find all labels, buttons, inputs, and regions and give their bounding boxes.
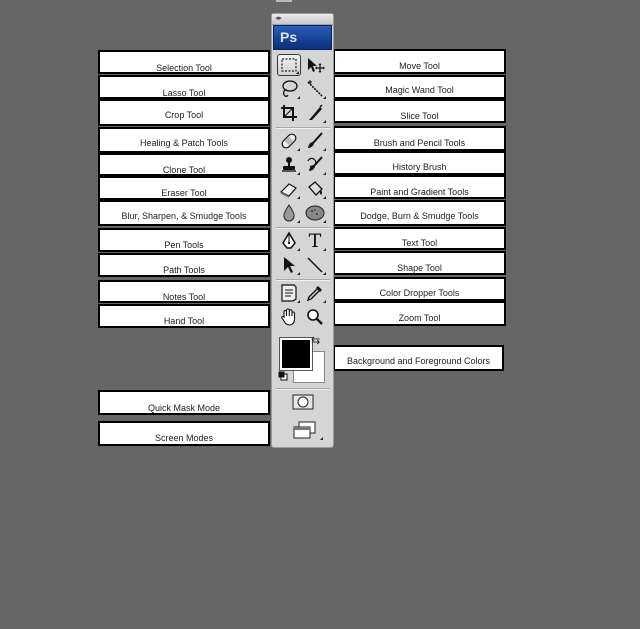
hand-tool-button[interactable]	[277, 306, 301, 328]
slice-tool-button[interactable]	[303, 102, 327, 124]
path-arrow-icon	[279, 255, 299, 275]
color-dropper-tools-label	[333, 277, 506, 301]
panel-title-bar[interactable]	[272, 14, 333, 25]
label-text: Quick Mask Mode	[147, 403, 221, 413]
screen-modes-label	[98, 421, 270, 446]
foreground-color-swatch[interactable]	[280, 338, 312, 370]
label-text: Notes Tool	[162, 292, 206, 302]
history-brush-tool-button[interactable]	[303, 154, 327, 176]
magic-wand-tool-label	[333, 75, 506, 99]
label-text: Move Tool	[399, 61, 440, 71]
crop-tool-label	[98, 99, 270, 126]
stamp-icon	[279, 155, 299, 175]
label-text: Clone Tool	[162, 165, 206, 175]
shape-tool-label	[333, 251, 506, 275]
pen-tool-button[interactable]	[277, 230, 301, 252]
move-icon	[305, 56, 325, 74]
logo-text: Ps	[280, 29, 298, 45]
label-text: Selection Tool	[156, 63, 212, 73]
magic-wand-icon	[305, 79, 325, 99]
type-tool-button[interactable]	[303, 230, 327, 252]
crop-icon	[280, 104, 298, 122]
lasso-tool-button[interactable]	[277, 78, 301, 100]
separator	[276, 227, 330, 229]
label-text: History Brush	[392, 162, 447, 172]
lasso-icon	[279, 79, 299, 99]
hand-icon	[279, 307, 299, 327]
collapse-arrows-icon[interactable]: ◂▸	[275, 15, 283, 22]
separator	[276, 127, 330, 129]
label-text: Lasso Tool	[162, 88, 206, 98]
eraser-icon	[279, 179, 299, 199]
brush-tool-button[interactable]	[303, 130, 327, 152]
eraser-tool-label	[98, 176, 270, 200]
window-top-nub	[276, 0, 292, 2]
hand-tool-label	[98, 304, 270, 328]
label-text: Slice Tool	[400, 111, 439, 121]
pen-nib-icon	[279, 231, 299, 251]
label-text: Color Dropper Tools	[379, 288, 460, 298]
selection-tool-label	[98, 50, 270, 74]
swap-colors-icon[interactable]: ⇆	[311, 335, 321, 347]
eyedropper-tool-button[interactable]	[303, 282, 327, 304]
healing-patch-tools-label	[98, 127, 270, 153]
magnifier-icon	[305, 307, 325, 327]
line-shape-icon	[305, 255, 325, 275]
eraser-tool-button[interactable]	[277, 178, 301, 200]
quick-mask-mode-label	[98, 390, 270, 415]
notes-tool-button[interactable]	[277, 282, 301, 304]
label-text: Text Tool	[401, 238, 438, 248]
zoom-tool-button[interactable]	[303, 306, 327, 328]
paint-bucket-tool-button[interactable]	[303, 178, 327, 200]
label-text: Eraser Tool	[161, 188, 207, 198]
slice-tool-label	[333, 99, 506, 123]
notes-tool-label	[98, 280, 270, 303]
label-text: Pen Tools	[164, 240, 204, 250]
move-tool-label	[333, 49, 506, 74]
bandage-icon	[279, 131, 299, 151]
label-text: Hand Tool	[163, 316, 205, 326]
clone-tool-label	[98, 153, 270, 176]
marquee-icon	[281, 58, 297, 72]
move-tool-button[interactable]	[303, 54, 327, 76]
label-text: Healing & Patch Tools	[140, 138, 228, 148]
label-text: Path Tools	[163, 265, 205, 275]
history-brush-icon	[305, 155, 325, 175]
label-text: Shape Tool	[397, 263, 442, 273]
screen-mode-button[interactable]	[289, 419, 321, 441]
path-tools-label	[98, 253, 270, 277]
healing-brush-tool-button[interactable]	[277, 130, 301, 152]
separator	[276, 388, 330, 390]
text-t-icon: T	[308, 230, 322, 252]
paint-gradient-tools-label	[333, 175, 506, 199]
text-tool-label	[333, 227, 506, 250]
label-text: Blur, Sharpen, & Smudge Tools	[121, 211, 247, 221]
label-text: Magic Wand Tool	[385, 85, 454, 95]
pen-tools-label	[98, 228, 270, 252]
blur-tool-button[interactable]	[277, 202, 301, 224]
quick-mask-icon	[292, 393, 314, 411]
paint-bucket-icon	[305, 179, 325, 199]
bg-fg-colors-label	[333, 345, 504, 371]
label-text: Zoom Tool	[398, 313, 441, 323]
shape-tool-button[interactable]	[303, 254, 327, 276]
label-text: Crop Tool	[164, 110, 204, 120]
label-text: Screen Modes	[154, 433, 214, 443]
brush-pencil-tools-label	[333, 126, 506, 151]
crop-tool-button[interactable]	[277, 102, 301, 124]
default-colors-icon[interactable]	[278, 371, 288, 381]
tools-panel	[271, 13, 334, 448]
slice-icon	[306, 104, 324, 122]
screen-mode-icon	[292, 420, 318, 440]
dodge-burn-smudge-label	[333, 200, 506, 226]
lasso-tool-label	[98, 75, 270, 99]
path-selection-tool-button[interactable]	[277, 254, 301, 276]
marquee-tool-button[interactable]	[277, 54, 301, 76]
magic-wand-tool-button[interactable]	[303, 78, 327, 100]
blur-sharpen-smudge-label	[98, 200, 270, 226]
brush-icon	[305, 131, 325, 151]
ps-logo[interactable]	[273, 25, 332, 50]
label-text: Paint and Gradient Tools	[370, 187, 469, 197]
quick-mask-button[interactable]	[291, 391, 315, 413]
blur-drop-icon	[279, 203, 299, 223]
label-text: Brush and Pencil Tools	[373, 138, 466, 148]
zoom-tool-label	[333, 301, 506, 326]
label-text: Background and Foreground Colors	[346, 356, 491, 366]
dodge-tool-button[interactable]	[303, 202, 327, 224]
clone-stamp-tool-button[interactable]	[277, 154, 301, 176]
eyedropper-icon	[305, 283, 325, 303]
separator	[276, 279, 330, 281]
history-brush-label	[333, 151, 506, 175]
notes-icon	[279, 283, 299, 303]
label-text: Dodge, Burn & Smudge Tools	[360, 211, 479, 221]
